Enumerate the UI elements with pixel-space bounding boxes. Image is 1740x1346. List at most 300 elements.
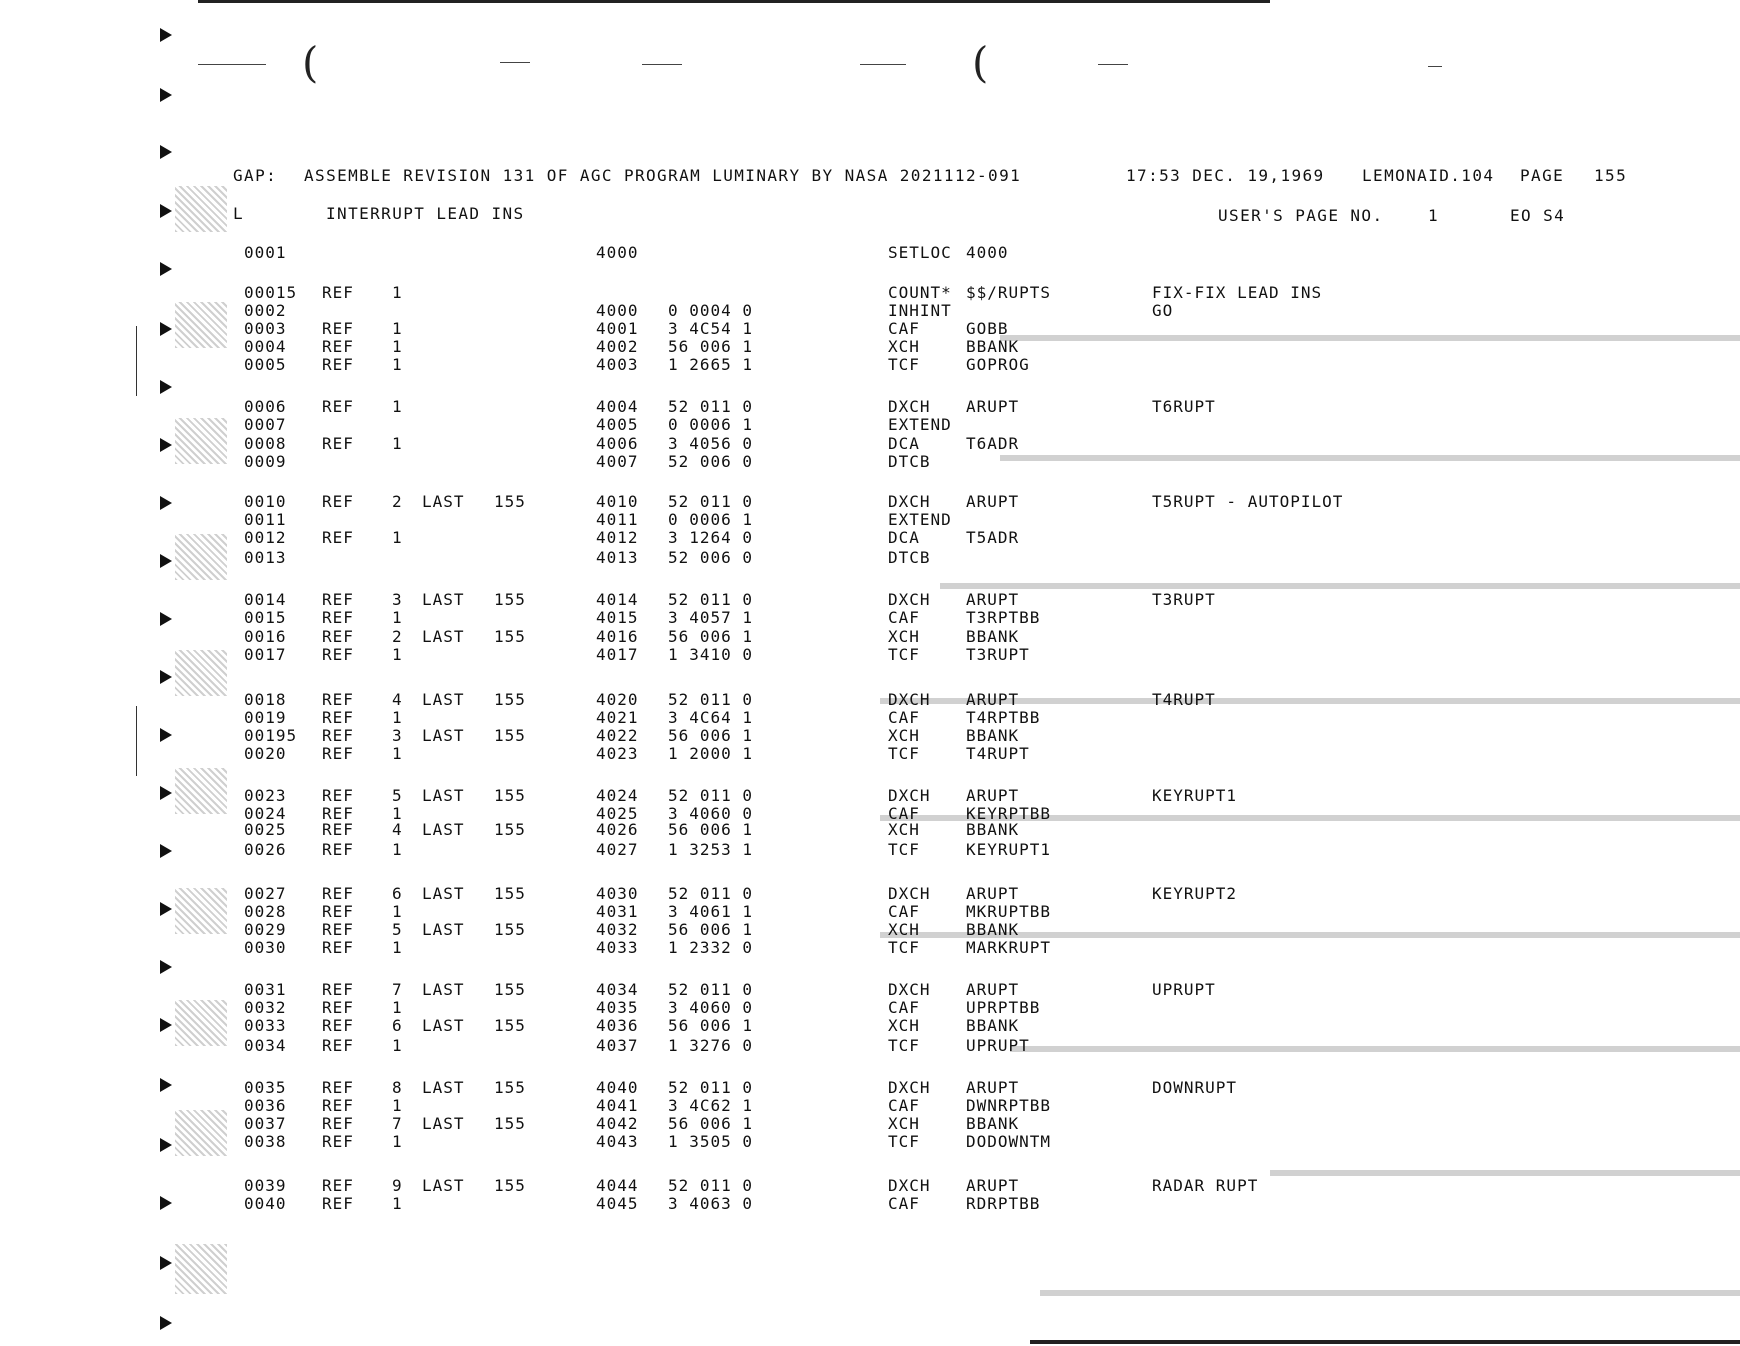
- listing-code: 56 006 1: [668, 920, 754, 939]
- listing-addr: 4026: [596, 820, 639, 839]
- scan-smudge: [175, 302, 227, 348]
- listing-code: 3 4C62 1: [668, 1096, 754, 1115]
- listing-op: XCH: [888, 820, 920, 839]
- margin-line: [136, 326, 137, 396]
- listing-op: DXCH: [888, 1078, 931, 1097]
- listing-ref: REF: [322, 786, 354, 805]
- assembly-time: 17:53 DEC. 19,1969: [1126, 166, 1325, 185]
- listing-op: TCF: [888, 938, 920, 957]
- listing-code: 3 1264 0: [668, 528, 754, 547]
- listing-pg: 155: [494, 690, 526, 709]
- listing-code: 52 011 0: [668, 492, 754, 511]
- listing-ref: REF: [322, 627, 354, 646]
- listing-arg: T3RUPT: [966, 645, 1030, 664]
- listing-addr: 4016: [596, 627, 639, 646]
- feed-dash: [1098, 64, 1128, 65]
- scan-noise: [1040, 1290, 1740, 1296]
- listing-seq: 00195: [244, 726, 298, 745]
- listing-code: 1 2665 1: [668, 355, 754, 374]
- listing-code: 56 006 1: [668, 820, 754, 839]
- listing-op: CAF: [888, 1194, 920, 1213]
- listing-cnt: 7: [392, 1114, 403, 1133]
- listing-seq: 0016: [244, 627, 287, 646]
- listing-seq: 0007: [244, 415, 287, 434]
- margin-mark: [160, 728, 172, 742]
- listing-ref: REF: [322, 980, 354, 999]
- listing-seq: 0003: [244, 319, 287, 338]
- margin-mark: [160, 612, 172, 626]
- listing-seq: 0029: [244, 920, 287, 939]
- listing-seq: 0023: [244, 786, 287, 805]
- listing-cnt: 6: [392, 1016, 403, 1035]
- listing-seq: 0011: [244, 510, 287, 529]
- listing-pg: 155: [494, 1176, 526, 1195]
- listing-op: CAF: [888, 708, 920, 727]
- listing-op: DXCH: [888, 1176, 931, 1195]
- listing-addr: 4024: [596, 786, 639, 805]
- listing-cnt: 1: [392, 902, 403, 921]
- listing-op: CAF: [888, 902, 920, 921]
- listing-pg: 155: [494, 590, 526, 609]
- page-label: PAGE: [1520, 166, 1565, 185]
- listing-seq: 0017: [244, 645, 287, 664]
- section-title: INTERRUPT LEAD INS: [326, 204, 525, 223]
- listing-addr: 4027: [596, 840, 639, 859]
- listing-last: LAST: [422, 920, 465, 939]
- listing-op: XCH: [888, 337, 920, 356]
- listing-pg: 155: [494, 627, 526, 646]
- listing-addr: 4022: [596, 726, 639, 745]
- feed-dash: [860, 64, 906, 65]
- scan-smudge: [175, 186, 227, 232]
- listing-ref: REF: [322, 902, 354, 921]
- listing-code: 3 4C54 1: [668, 319, 754, 338]
- bottom-rule: [1030, 1340, 1740, 1344]
- listing-seq: 0040: [244, 1194, 287, 1213]
- listing-op: SETLOC: [888, 243, 952, 262]
- listing-op: XCH: [888, 726, 920, 745]
- listing-arg: ARUPT: [966, 590, 1020, 609]
- listing-cnt: 1: [392, 319, 403, 338]
- listing-addr: 4040: [596, 1078, 639, 1097]
- listing-cnt: 1: [392, 1096, 403, 1115]
- listing-arg: UPRUPT: [966, 1036, 1030, 1055]
- listing-cnt: 6: [392, 884, 403, 903]
- scan-noise: [1270, 1170, 1740, 1176]
- listing-arg: BBANK: [966, 1114, 1020, 1133]
- assembly-title: ASSEMBLE REVISION 131 OF AGC PROGRAM LUMINARY BY NASA 2021112-091: [304, 166, 1022, 185]
- listing-last: LAST: [422, 492, 465, 511]
- margin-mark: [160, 902, 172, 916]
- listing-cmt: T4RUPT: [1152, 690, 1216, 709]
- listing-op: TCF: [888, 840, 920, 859]
- scan-noise: [1010, 1046, 1740, 1052]
- listing-cmt: KEYRUPT2: [1152, 884, 1238, 903]
- listing-op: EXTEND: [888, 510, 952, 529]
- listing-op: INHINT: [888, 301, 952, 320]
- listing-cmt: T3RUPT: [1152, 590, 1216, 609]
- listing-op: XCH: [888, 1114, 920, 1133]
- listing-addr: 4006: [596, 434, 639, 453]
- listing-ref: REF: [322, 1096, 354, 1115]
- listing-code: 1 3276 0: [668, 1036, 754, 1055]
- listing-addr: 4043: [596, 1132, 639, 1151]
- listing-addr: 4012: [596, 528, 639, 547]
- listing-cmt: UPRUPT: [1152, 980, 1216, 999]
- listing-op: DXCH: [888, 690, 931, 709]
- listing-cnt: 1: [392, 355, 403, 374]
- listing-arg: ARUPT: [966, 1176, 1020, 1195]
- listing-code: 52 006 0: [668, 452, 754, 471]
- listing-last: LAST: [422, 786, 465, 805]
- listing-code: 56 006 1: [668, 337, 754, 356]
- listing-code: 1 3410 0: [668, 645, 754, 664]
- listing-arg: BBANK: [966, 726, 1020, 745]
- scan-smudge: [175, 650, 227, 696]
- listing-op: DTCB: [888, 452, 931, 471]
- listing-arg: BBANK: [966, 1016, 1020, 1035]
- scan-smudge: [175, 418, 227, 464]
- listing-cnt: 1: [392, 528, 403, 547]
- listing-pg: 155: [494, 1114, 526, 1133]
- listing-ref: REF: [322, 726, 354, 745]
- listing-cnt: 3: [392, 726, 403, 745]
- listing-ref: REF: [322, 690, 354, 709]
- listing-seq: 0036: [244, 1096, 287, 1115]
- listing-pg: 155: [494, 1016, 526, 1035]
- listing-seq: 0026: [244, 840, 287, 859]
- margin-mark: [160, 1316, 172, 1330]
- listing-seq: 0035: [244, 1078, 287, 1097]
- listing-arg: T4RPTBB: [966, 708, 1041, 727]
- listing-arg: ARUPT: [966, 884, 1020, 903]
- feed-dash: [1428, 66, 1442, 67]
- listing-cmt: RADAR RUPT: [1152, 1176, 1259, 1195]
- listing-ref: REF: [322, 337, 354, 356]
- listing-op: CAF: [888, 998, 920, 1017]
- listing-addr: 4030: [596, 884, 639, 903]
- listing-op: DXCH: [888, 786, 931, 805]
- listing-code: 1 2000 1: [668, 744, 754, 763]
- margin-mark: [160, 1196, 172, 1210]
- listing-op: CAF: [888, 804, 920, 823]
- listing-pg: 155: [494, 726, 526, 745]
- listing-cnt: 1: [392, 1132, 403, 1151]
- listing-code: 3 4060 0: [668, 804, 754, 823]
- margin-mark: [160, 322, 172, 336]
- listing-op: TCF: [888, 744, 920, 763]
- margin-mark: [160, 786, 172, 800]
- listing-addr: 4042: [596, 1114, 639, 1133]
- listing-cnt: 1: [392, 840, 403, 859]
- listing-seq: 0018: [244, 690, 287, 709]
- listing-addr: 4035: [596, 998, 639, 1017]
- listing-seq: 0010: [244, 492, 287, 511]
- top-rule: [198, 0, 1270, 3]
- listing-addr: 4017: [596, 645, 639, 664]
- listing-op: XCH: [888, 920, 920, 939]
- listing-ref: REF: [322, 590, 354, 609]
- listing-ref: REF: [322, 920, 354, 939]
- listing-addr: 4011: [596, 510, 639, 529]
- listing-seq: 0009: [244, 452, 287, 471]
- listing-ref: REF: [322, 319, 354, 338]
- listing-op: TCF: [888, 645, 920, 664]
- users-page-ref: EO S4: [1510, 206, 1566, 225]
- listing-cmt: GO: [1152, 301, 1174, 320]
- listing-addr: 4021: [596, 708, 639, 727]
- listing-seq: 0034: [244, 1036, 287, 1055]
- listing-ref: REF: [322, 528, 354, 547]
- listing-arg: BBANK: [966, 337, 1020, 356]
- margin-mark: [160, 145, 172, 159]
- listing-arg: $$/RUPTS: [966, 283, 1052, 302]
- listing-last: LAST: [422, 1016, 465, 1035]
- listing-arg: MKRUPTBB: [966, 902, 1052, 921]
- listing-cnt: 4: [392, 690, 403, 709]
- listing-cmt: T5RUPT - AUTOPILOT: [1152, 492, 1344, 511]
- listing-cnt: 1: [392, 1194, 403, 1213]
- listing-ref: REF: [322, 1194, 354, 1213]
- listing-ref: REF: [322, 1176, 354, 1195]
- margin-mark: [160, 496, 172, 510]
- users-page-label: USER'S PAGE NO.: [1218, 206, 1384, 225]
- listing-seq: 0002: [244, 301, 287, 320]
- listing-seq: 0038: [244, 1132, 287, 1151]
- section-letter: L: [233, 204, 245, 223]
- listing-pg: 155: [494, 920, 526, 939]
- listing-cnt: 1: [392, 283, 403, 302]
- listing-op: DCA: [888, 528, 920, 547]
- listing-seq: 0032: [244, 998, 287, 1017]
- listing-op: XCH: [888, 1016, 920, 1035]
- listing-op: XCH: [888, 627, 920, 646]
- listing-addr: 4005: [596, 415, 639, 434]
- listing-addr: 4037: [596, 1036, 639, 1055]
- listing-ref: REF: [322, 1016, 354, 1035]
- listing-arg: ARUPT: [966, 980, 1020, 999]
- listing-seq: 0020: [244, 744, 287, 763]
- scan-smudge: [175, 768, 227, 814]
- listing-op: COUNT*: [888, 283, 952, 302]
- listing-addr: 4045: [596, 1194, 639, 1213]
- listing-addr: 4007: [596, 452, 639, 471]
- listing-code: 56 006 1: [668, 726, 754, 745]
- margin-mark: [160, 1078, 172, 1092]
- listing-cnt: 7: [392, 980, 403, 999]
- listing-addr: 4044: [596, 1176, 639, 1195]
- scan-smudge: [175, 534, 227, 580]
- listing-cmt: FIX-FIX LEAD INS: [1152, 283, 1323, 302]
- listing-addr: 4041: [596, 1096, 639, 1115]
- listing-ref: REF: [322, 1036, 354, 1055]
- listing-seq: 0028: [244, 902, 287, 921]
- listing-seq: 0033: [244, 1016, 287, 1035]
- listing-code: 52 011 0: [668, 884, 754, 903]
- listing-cmt: DOWNRUPT: [1152, 1078, 1238, 1097]
- listing-code: 52 011 0: [668, 1176, 754, 1195]
- listing-cnt: 2: [392, 627, 403, 646]
- listing-last: LAST: [422, 627, 465, 646]
- listing-code: 52 011 0: [668, 690, 754, 709]
- listing-op: TCF: [888, 1132, 920, 1151]
- listing-ref: REF: [322, 608, 354, 627]
- listing-ref: REF: [322, 492, 354, 511]
- listing-cnt: 1: [392, 708, 403, 727]
- listing-op: DXCH: [888, 980, 931, 999]
- listing-code: 0 0006 1: [668, 415, 754, 434]
- listing-last: LAST: [422, 1176, 465, 1195]
- listing-addr: 4014: [596, 590, 639, 609]
- listing-seq: 0012: [244, 528, 287, 547]
- scan-noise: [940, 583, 1740, 589]
- listing-ref: REF: [322, 283, 354, 302]
- listing-code: 3 4057 1: [668, 608, 754, 627]
- listing-arg: T3RPTBB: [966, 608, 1041, 627]
- margin-line: [136, 706, 137, 776]
- listing-addr: 4034: [596, 980, 639, 999]
- listing-code: 52 011 0: [668, 786, 754, 805]
- listing-pg: 155: [494, 1078, 526, 1097]
- listing-arg: GOPROG: [966, 355, 1030, 374]
- margin-mark: [160, 1018, 172, 1032]
- listing-arg: DWNRPTBB: [966, 1096, 1052, 1115]
- scan-smudge: [175, 1000, 227, 1046]
- listing-addr: 4033: [596, 938, 639, 957]
- listing-addr: 4000: [596, 301, 639, 320]
- listing-arg: T4RUPT: [966, 744, 1030, 763]
- listing-code: 3 4056 0: [668, 434, 754, 453]
- listing-seq: 0008: [244, 434, 287, 453]
- listing-addr: 4000: [596, 243, 639, 262]
- listing-arg: ARUPT: [966, 492, 1020, 511]
- listing-pg: 155: [494, 980, 526, 999]
- margin-mark: [160, 380, 172, 394]
- listing-ref: REF: [322, 708, 354, 727]
- scan-smudge: [175, 1110, 227, 1156]
- listing-ref: REF: [322, 820, 354, 839]
- listing-seq: 0013: [244, 548, 287, 567]
- listing-addr: 4020: [596, 690, 639, 709]
- listing-ref: REF: [322, 744, 354, 763]
- margin-mark: [160, 554, 172, 568]
- listing-ref: REF: [322, 1114, 354, 1133]
- scan-smudge: [175, 888, 227, 934]
- listing-pg: 155: [494, 786, 526, 805]
- listing-ref: REF: [322, 884, 354, 903]
- listing-addr: 4004: [596, 397, 639, 416]
- listing-arg: GOBB: [966, 319, 1009, 338]
- listing-code: 3 4063 0: [668, 1194, 754, 1213]
- listing-cnt: 1: [392, 998, 403, 1017]
- listing-op: CAF: [888, 1096, 920, 1115]
- listing-addr: 4002: [596, 337, 639, 356]
- listing-op: DXCH: [888, 590, 931, 609]
- listing-cnt: 8: [392, 1078, 403, 1097]
- listing-cnt: 1: [392, 434, 403, 453]
- listing-op: DXCH: [888, 884, 931, 903]
- listing-seq: 0037: [244, 1114, 287, 1133]
- listing-cnt: 1: [392, 337, 403, 356]
- margin-mark: [160, 1256, 172, 1270]
- listing-op: EXTEND: [888, 415, 952, 434]
- listing-seq: 0015: [244, 608, 287, 627]
- listing-arg: DODOWNTM: [966, 1132, 1052, 1151]
- feed-dash: [642, 64, 682, 65]
- listing-op: TCF: [888, 355, 920, 374]
- listing-ref: REF: [322, 397, 354, 416]
- listing-last: LAST: [422, 1114, 465, 1133]
- listing-seq: 0001: [244, 243, 287, 262]
- listing-seq: 0004: [244, 337, 287, 356]
- listing-ref: REF: [322, 355, 354, 374]
- listing-addr: 4001: [596, 319, 639, 338]
- listing-cnt: 1: [392, 1036, 403, 1055]
- margin-mark: [160, 438, 172, 452]
- listing-pg: 155: [494, 492, 526, 511]
- listing-code: 52 011 0: [668, 590, 754, 609]
- feed-dash: [198, 64, 266, 65]
- scan-noise: [1000, 335, 1740, 341]
- listing-cnt: 5: [392, 786, 403, 805]
- listing-code: 56 006 1: [668, 627, 754, 646]
- listing-cnt: 1: [392, 938, 403, 957]
- listing-cmt: KEYRUPT1: [1152, 786, 1238, 805]
- listing-arg: T6ADR: [966, 434, 1020, 453]
- listing-cnt: 1: [392, 608, 403, 627]
- margin-mark: [160, 88, 172, 102]
- listing-arg: ARUPT: [966, 397, 1020, 416]
- listing-cnt: 5: [392, 920, 403, 939]
- listing-ref: REF: [322, 645, 354, 664]
- listing-cnt: 1: [392, 804, 403, 823]
- listing-cmt: T6RUPT: [1152, 397, 1216, 416]
- listing-cnt: 1: [392, 397, 403, 416]
- listing-arg: UPRPTBB: [966, 998, 1041, 1017]
- listing-ref: REF: [322, 938, 354, 957]
- listing-arg: BBANK: [966, 820, 1020, 839]
- listing-pg: 155: [494, 884, 526, 903]
- listing-code: 0 0004 0: [668, 301, 754, 320]
- listing-arg: ARUPT: [966, 1078, 1020, 1097]
- listing-cnt: 3: [392, 590, 403, 609]
- listing-cnt: 2: [392, 492, 403, 511]
- listing-code: 52 011 0: [668, 397, 754, 416]
- listing-code: 1 2332 0: [668, 938, 754, 957]
- listing-seq: 00015: [244, 283, 298, 302]
- listing-arg: 4000: [966, 243, 1009, 262]
- listing-arg: ARUPT: [966, 690, 1020, 709]
- listing-last: LAST: [422, 726, 465, 745]
- feed-dash: [500, 62, 530, 63]
- listing-seq: 0014: [244, 590, 287, 609]
- page-number: 155: [1594, 166, 1628, 185]
- listing-cnt: 1: [392, 744, 403, 763]
- users-page-number: 1: [1428, 206, 1440, 225]
- margin-mark: [160, 670, 172, 684]
- margin-mark: [160, 960, 172, 974]
- listing-code: 56 006 1: [668, 1016, 754, 1035]
- listing-seq: 0025: [244, 820, 287, 839]
- listing-arg: MARKRUPT: [966, 938, 1052, 957]
- margin-mark: [160, 1138, 172, 1152]
- listing-op: DXCH: [888, 492, 931, 511]
- listing-last: LAST: [422, 590, 465, 609]
- listing-cnt: 9: [392, 1176, 403, 1195]
- listing-arg: RDRPTBB: [966, 1194, 1041, 1213]
- listing-code: 52 006 0: [668, 548, 754, 567]
- listing-ref: REF: [322, 998, 354, 1017]
